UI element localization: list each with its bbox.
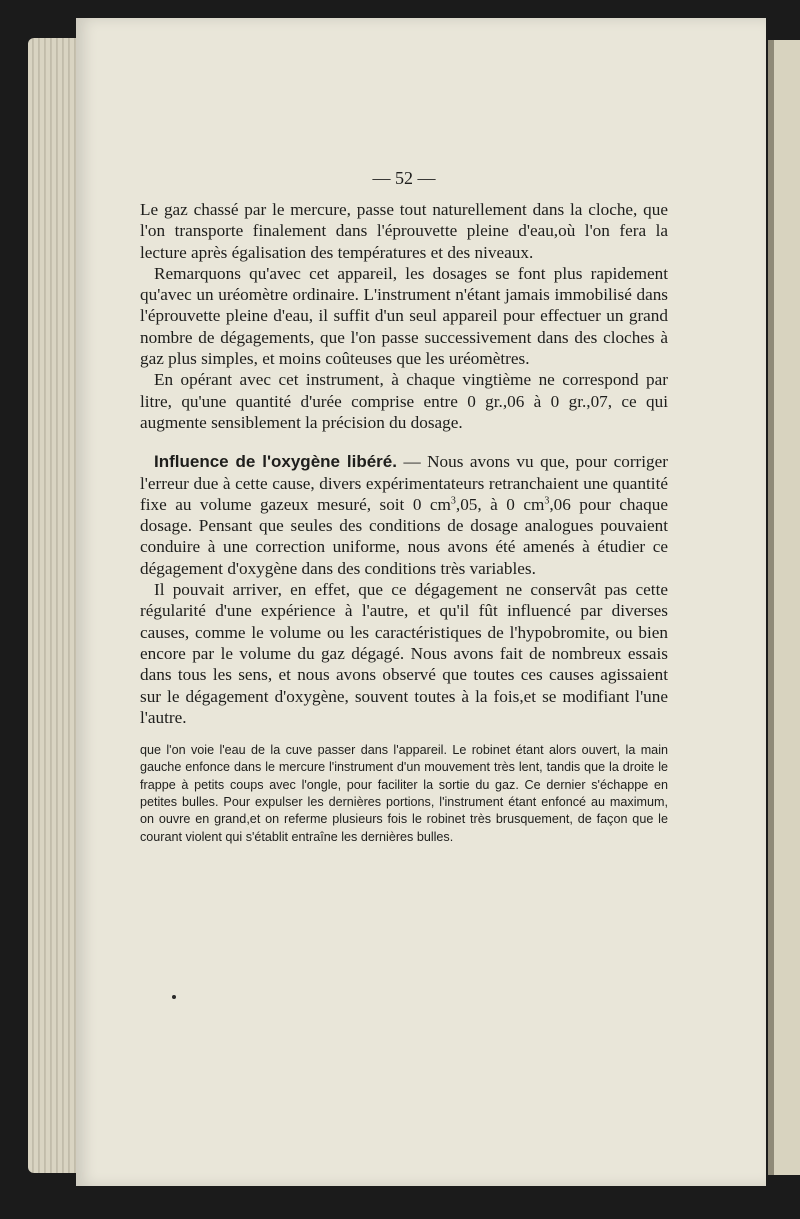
superscript-1: 3 (450, 495, 456, 507)
paragraph-3: En opérant avec cet instrument, à chaque vingtième ne correspond par litre, qu'une quantité d'urée comprise entre 0 gr.,06 à 0 gr.,07, ce qui augmente sensiblement la précision du dosage. (140, 370, 668, 432)
section-text-part3: ,06 pour chaque dosage. Pensant que seules des conditions de dosage analogues pouvaient conduire à une correction uniforme, nous avons été amenés à étudier ce dégagement d'oxygène dans des conditions très variables. (140, 494, 668, 578)
section-title: Influence de l'oxygène libéré. (154, 452, 397, 472)
paragraph-4: Il pouvait arriver, en effet, que ce dégagement ne conservât pas cette régularité d'une expérience à l'autre, et qu'il fût influencé par diverses causes, comme le volume ou les caractéristiques de l'hypobromite, ou bien encore par le volume du gaz dégagé. Nous avons fait de nombreux essais dans tous les sens, et nous avons observé que toutes ces causes agissaient sur le dégagement d'oxygène, souvent toutes à la fois,et se modifiant l'une l'autre. (140, 580, 668, 727)
section-separator: — (403, 452, 421, 472)
section-paragraph (140, 451, 668, 579)
footnote: que l'on voie l'eau de la cuve passer dans l'appareil. Le robinet étant alors ouvert, la main gauche enfonce dans le mercure l'instrument d'un mouvement très lent, tandis que la droite le frappe à petits coups avec l'ongle, pour faciliter la sortie du gaz. Ce dernier s'échappe en petites bulles. Pour expulser les dernières portions, l'instrument étant enfoncé au maximum, on ouvre en grand,et on referme plusieurs fois le robinet très brusquement, de façon que le courant violent qui s'établit entraîne les dernières bulles. (140, 743, 668, 844)
section-text-part2: ,05, à 0 cm (455, 494, 545, 514)
paragraph-2: Remarquons qu'avec cet appareil, les dosages se font plus rapidement qu'avec un uréomètre ordinaire. L'instrument n'étant jamais immobilisé dans l'éprouvette pleine d'eau, il suffit d'un seul appareil pour effectuer un grand nombre de dégagements, que l'on passe successivement dans des cloches à gaz plus simples, et moins coûteuses que les uréomètres. (140, 263, 668, 369)
paragraph-1: Le gaz chassé par le mercure, passe tout naturellement dans la cloche, que l'on transporte finalement dans l'éprouvette pleine d'eau,où l'on fera la lecture après égalisation des températures et des niveaux. (140, 200, 668, 262)
page-content (140, 40, 668, 846)
section-text-part1: Nous avons vu que, pour corriger l'erreur due à cette cause, divers expérimentateurs retranchaient une quantité fixe au volume gazeux mesuré, soit 0 cm (140, 452, 669, 514)
superscript-2: 3 (544, 495, 550, 507)
facing-page-edge (768, 40, 800, 1175)
ink-speck (172, 995, 176, 999)
page-number: — 52 — (372, 168, 436, 188)
